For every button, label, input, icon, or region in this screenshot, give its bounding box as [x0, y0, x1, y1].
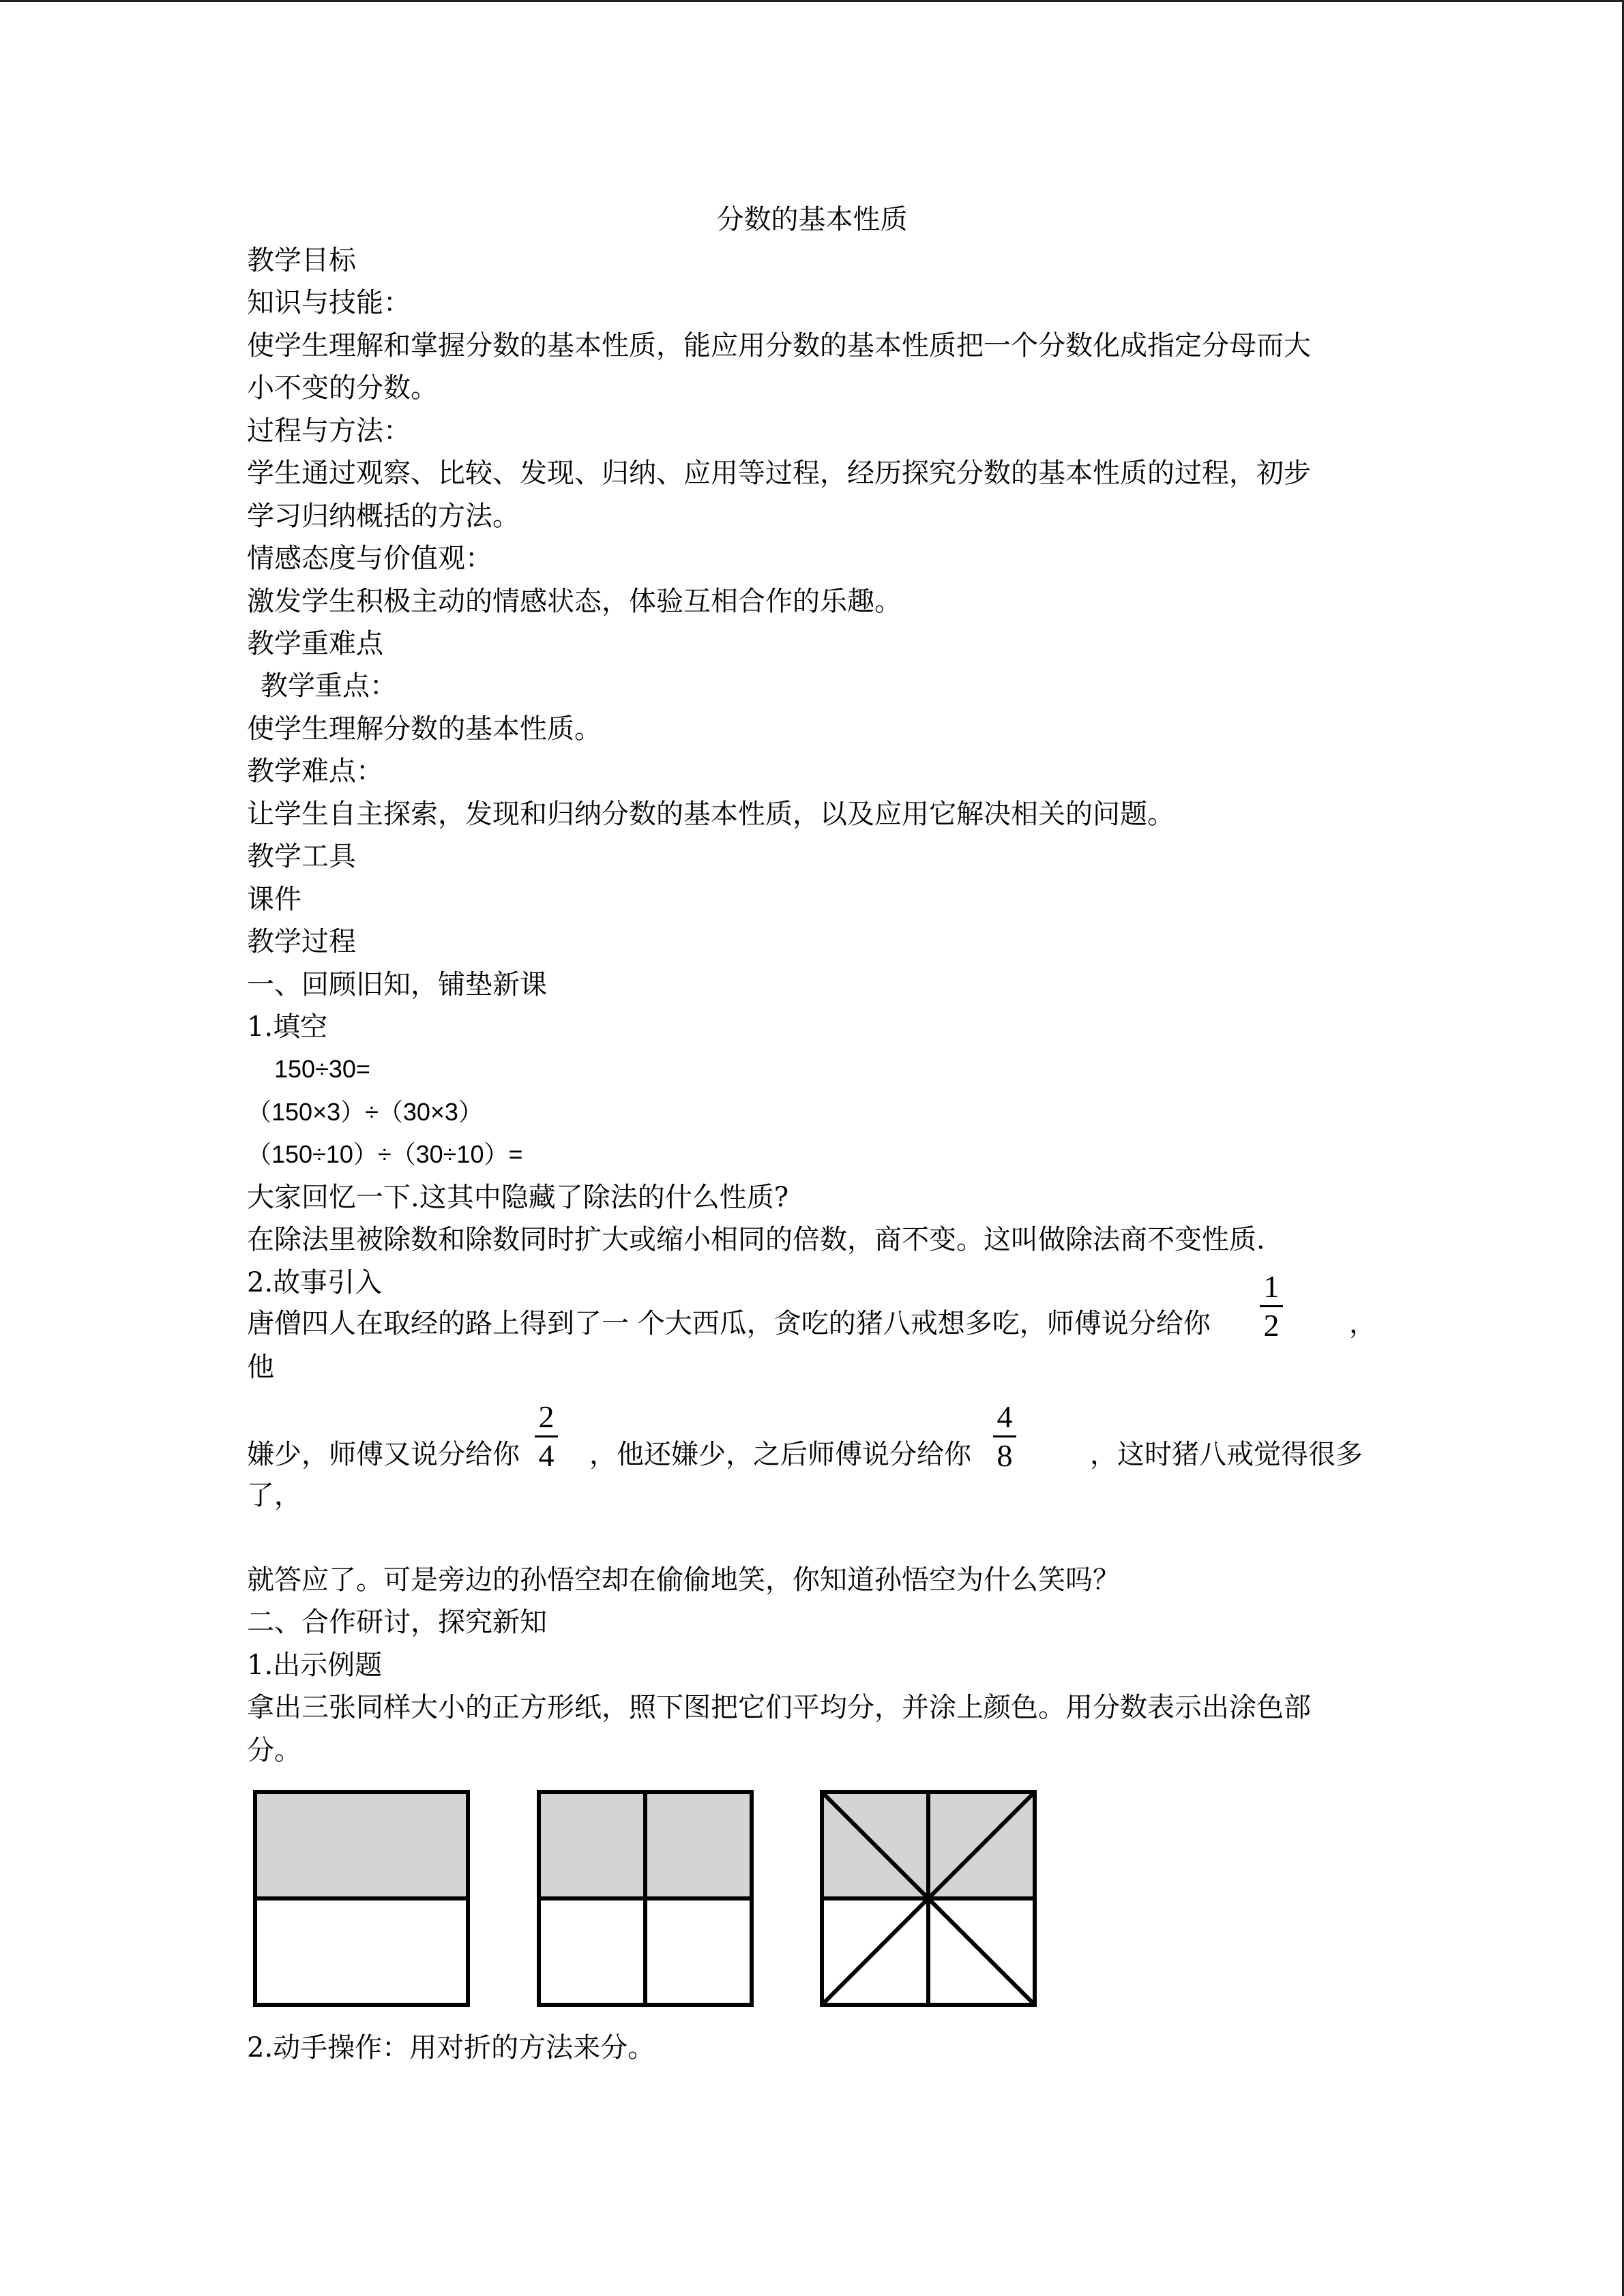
equation-line: 150÷30=	[274, 1055, 370, 1083]
equation-line: （150×3）÷（30×3）	[247, 1098, 483, 1126]
item-fill-blank: 1.填空	[247, 1011, 328, 1043]
item-example: 1.出示例题	[247, 1650, 383, 1681]
square-eighths	[822, 1792, 1035, 2005]
story-line: 就答应了。可是旁边的孙悟空却在偷偷地笑，你知道孙悟空为什么笑吗？	[247, 1564, 1120, 1596]
fraction-numerator: 4	[996, 1399, 1013, 1434]
heading-key-points: 教学重难点	[247, 628, 383, 659]
paragraph-line: 激发学生积极主动的情感状态，体验互相合作的乐趣。	[247, 586, 902, 617]
story-line: 了，	[247, 1480, 301, 1511]
fraction-denominator: 4	[538, 1438, 555, 1473]
subheading-attitude: 情感态度与价值观：	[247, 543, 492, 574]
fraction-numerator: 1	[1263, 1269, 1280, 1304]
paragraph-line: 让学生自主探索，发现和归纳分数的基本性质，以及应用它解决相关的问题。	[247, 799, 1175, 830]
story-line: 唐僧四人在取经的路上得到了一 个大西瓜，贪吃的猪八戒想多吃，师傅说分给你	[247, 1308, 1211, 1339]
subheading-process: 过程与方法：	[247, 415, 411, 447]
fraction-numerator: 2	[538, 1399, 555, 1434]
paragraph-line: 分。	[247, 1735, 301, 1766]
square-quarters	[539, 1792, 752, 2005]
paragraph-line: 学习归纳概括的方法。	[247, 501, 520, 532]
square-halves	[255, 1792, 468, 2005]
heading-teaching-goals: 教学目标	[247, 245, 356, 276]
paragraph-line: 学生通过观察、比较、发现、归纳、应用等过程，经历探究分数的基本性质的过程，初步	[247, 458, 1311, 489]
equation-line: （150÷10）÷（30÷10）=	[247, 1140, 523, 1168]
story-line-end: ，	[1349, 1308, 1376, 1339]
paragraph-line: 大家回忆一下.这其中隐藏了除法的什么性质?	[247, 1182, 789, 1213]
document-title: 分数的基本性质	[716, 204, 908, 235]
story-line: ，他还嫌少，之后师傅说分给你	[589, 1439, 971, 1470]
item-story: 2.故事引入	[247, 1267, 383, 1298]
heading-tools: 教学工具	[247, 841, 356, 872]
story-line: ，这时猪八戒觉得很多	[1090, 1439, 1363, 1470]
paragraph-line: 拿出三张同样大小的正方形纸，照下图把它们平均分，并涂上颜色。用分数表示出涂色部	[247, 1692, 1311, 1723]
paragraph-line: 使学生理解和掌握分数的基本性质，能应用分数的基本性质把一个分数化成指定分母而大	[247, 330, 1311, 361]
paragraph-line: 课件	[247, 884, 301, 915]
paragraph-line: 使学生理解分数的基本性质。	[247, 713, 602, 745]
section-heading-explore: 二、合作研讨，探究新知	[247, 1607, 547, 1638]
subheading-difficulty: 教学难点：	[247, 756, 383, 787]
section-heading-review: 一、回顾旧知，铺垫新课	[247, 969, 547, 1000]
fraction-denominator: 2	[1263, 1308, 1280, 1343]
heading-process: 教学过程	[247, 926, 356, 957]
story-line: 他	[247, 1352, 274, 1383]
fraction-denominator: 8	[996, 1438, 1013, 1473]
paragraph-line: 在除法里被除数和除数同时扩大或缩小相同的倍数，商不变。这叫做除法商不变性质.	[247, 1224, 1265, 1255]
subheading-knowledge: 知识与技能：	[247, 287, 411, 318]
item-hands-on: 2.动手操作：用对折的方法来分。	[247, 2032, 655, 2063]
subheading-focus: 教学重点：	[261, 670, 397, 702]
story-line: 嫌少，师傅又说分给你	[247, 1439, 520, 1470]
shaded-region	[255, 1792, 468, 1898]
paragraph-line: 小不变的分数。	[247, 372, 438, 404]
